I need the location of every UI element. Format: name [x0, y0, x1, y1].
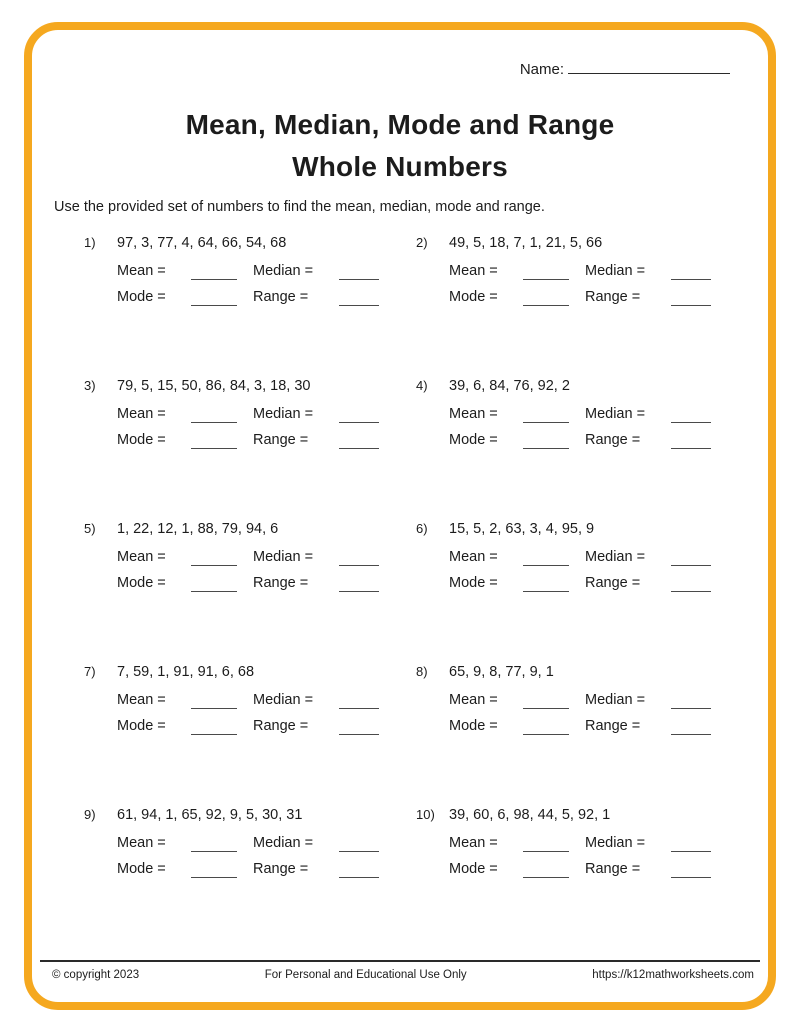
problem-number: 7) [84, 664, 96, 679]
title-line-2: Whole Numbers [292, 151, 508, 182]
mode-label: Mode = [449, 718, 498, 734]
problem-number: 2) [416, 235, 428, 250]
problem-number: 10) [416, 807, 435, 822]
footer-copyright: © copyright 2023 [52, 969, 140, 981]
problem-head [416, 230, 748, 256]
mean-median-row [84, 399, 416, 425]
problem-number: 5) [84, 521, 96, 536]
range-label: Range = [253, 861, 309, 877]
number-set: 79, 5, 15, 50, 86, 84, 3, 18, 30 [117, 378, 311, 394]
problem [84, 373, 416, 451]
mode-answer-blank [523, 586, 569, 592]
instructions-text: Use the provided set of numbers to find the mean, median, mode and range. [54, 199, 545, 215]
mean-median-row [84, 542, 416, 568]
problem-number: 9) [84, 807, 96, 822]
problem [416, 659, 748, 737]
worksheet-title [0, 104, 800, 188]
mode-label: Mode = [449, 575, 498, 591]
mode-answer-blank [191, 586, 237, 592]
median-label: Median = [253, 263, 314, 279]
mode-range-row [84, 854, 416, 880]
median-answer-blank [339, 846, 379, 852]
problem [84, 802, 416, 880]
problem-head [84, 516, 416, 542]
mode-answer-blank [191, 872, 237, 878]
median-label: Median = [585, 692, 646, 708]
mean-label: Mean = [449, 835, 498, 851]
median-answer-blank [339, 274, 379, 280]
problem-head [416, 659, 748, 685]
range-answer-blank [671, 300, 711, 306]
mean-answer-blank [523, 417, 569, 423]
problem-head [416, 373, 748, 399]
mode-answer-blank [523, 443, 569, 449]
mode-answer-blank [523, 729, 569, 735]
mean-label: Mean = [117, 835, 166, 851]
range-answer-blank [671, 443, 711, 449]
problem [416, 516, 748, 594]
number-set: 61, 94, 1, 65, 92, 9, 5, 30, 31 [117, 807, 303, 823]
title-line-1: Mean, Median, Mode and Range [185, 109, 615, 140]
problem-head [84, 802, 416, 828]
name-label: Name: [519, 61, 564, 78]
number-set: 39, 6, 84, 76, 92, 2 [449, 378, 570, 394]
median-label: Median = [585, 406, 646, 422]
mode-label: Mode = [117, 861, 166, 877]
mode-range-row [416, 711, 748, 737]
mean-label: Mean = [117, 263, 166, 279]
mode-answer-blank [523, 872, 569, 878]
problem [416, 373, 748, 451]
range-answer-blank [339, 443, 379, 449]
mode-answer-blank [191, 729, 237, 735]
median-answer-blank [671, 274, 711, 280]
mean-answer-blank [191, 417, 237, 423]
mean-median-row [416, 399, 748, 425]
range-label: Range = [253, 718, 309, 734]
mode-label: Mode = [449, 861, 498, 877]
mode-label: Mode = [117, 575, 166, 591]
mode-range-row [416, 854, 748, 880]
mode-range-row [416, 282, 748, 308]
number-set: 1, 22, 12, 1, 88, 79, 94, 6 [117, 521, 279, 537]
problem-number: 4) [416, 378, 428, 393]
mode-answer-blank [191, 300, 237, 306]
mean-label: Mean = [117, 692, 166, 708]
range-label: Range = [253, 289, 309, 305]
median-label: Median = [253, 692, 314, 708]
range-answer-blank [671, 872, 711, 878]
range-label: Range = [585, 861, 641, 877]
mean-label: Mean = [449, 692, 498, 708]
problem-head [84, 659, 416, 685]
number-set: 15, 5, 2, 63, 3, 4, 95, 9 [449, 521, 595, 537]
mean-label: Mean = [449, 549, 498, 565]
problem-head [416, 516, 748, 542]
problem [84, 516, 416, 594]
mean-label: Mean = [117, 549, 166, 565]
mode-label: Mode = [117, 289, 166, 305]
mode-range-row [84, 425, 416, 451]
problem-head [84, 373, 416, 399]
problem [416, 230, 748, 308]
mean-label: Mean = [449, 263, 498, 279]
median-label: Median = [253, 406, 314, 422]
problem-number: 1) [84, 235, 96, 250]
median-label: Median = [585, 549, 646, 565]
range-label: Range = [585, 289, 641, 305]
problem-head [84, 230, 416, 256]
mean-answer-blank [191, 560, 237, 566]
range-label: Range = [585, 432, 641, 448]
problems-grid [84, 230, 748, 880]
mean-median-row [84, 685, 416, 711]
mode-range-row [84, 711, 416, 737]
mode-label: Mode = [117, 718, 166, 734]
median-answer-blank [671, 703, 711, 709]
number-set: 65, 9, 8, 77, 9, 1 [449, 664, 554, 680]
median-answer-blank [339, 417, 379, 423]
median-label: Median = [585, 263, 646, 279]
mode-range-row [84, 282, 416, 308]
mode-answer-blank [523, 300, 569, 306]
footer [52, 969, 754, 981]
mean-median-row [416, 685, 748, 711]
mean-answer-blank [191, 846, 237, 852]
median-answer-blank [339, 703, 379, 709]
problem-head [416, 802, 748, 828]
mean-answer-blank [523, 274, 569, 280]
number-set: 39, 60, 6, 98, 44, 5, 92, 1 [449, 807, 611, 823]
problem [416, 802, 748, 880]
median-answer-blank [671, 417, 711, 423]
mean-label: Mean = [117, 406, 166, 422]
mean-answer-blank [523, 846, 569, 852]
number-set: 49, 5, 18, 7, 1, 21, 5, 66 [449, 235, 603, 251]
median-label: Median = [585, 835, 646, 851]
mean-answer-blank [191, 703, 237, 709]
number-set: 97, 3, 77, 4, 64, 66, 54, 68 [117, 235, 287, 251]
mode-label: Mode = [449, 432, 498, 448]
median-answer-blank [671, 846, 711, 852]
problem-number: 8) [416, 664, 428, 679]
mean-label: Mean = [449, 406, 498, 422]
mean-answer-blank [523, 560, 569, 566]
mean-median-row [416, 256, 748, 282]
median-label: Median = [253, 835, 314, 851]
footer-divider [40, 960, 760, 962]
range-label: Range = [585, 575, 641, 591]
mean-answer-blank [523, 703, 569, 709]
range-label: Range = [253, 432, 309, 448]
range-answer-blank [339, 872, 379, 878]
mean-median-row [84, 256, 416, 282]
range-answer-blank [339, 300, 379, 306]
mode-range-row [84, 568, 416, 594]
mode-range-row [416, 425, 748, 451]
mean-median-row [416, 542, 748, 568]
median-answer-blank [671, 560, 711, 566]
range-answer-blank [339, 729, 379, 735]
name-blank [568, 60, 730, 74]
mode-answer-blank [191, 443, 237, 449]
number-set: 7, 59, 1, 91, 91, 6, 68 [117, 664, 255, 680]
mean-median-row [416, 828, 748, 854]
mean-answer-blank [191, 274, 237, 280]
problem-number: 3) [84, 378, 96, 393]
footer-url: https://k12mathworksheets.com [592, 969, 754, 981]
range-label: Range = [253, 575, 309, 591]
problem [84, 230, 416, 308]
mode-label: Mode = [117, 432, 166, 448]
mode-label: Mode = [449, 289, 498, 305]
median-answer-blank [339, 560, 379, 566]
range-answer-blank [339, 586, 379, 592]
median-label: Median = [253, 549, 314, 565]
problem-number: 6) [416, 521, 428, 536]
mode-range-row [416, 568, 748, 594]
problem [84, 659, 416, 737]
mean-median-row [84, 828, 416, 854]
range-answer-blank [671, 586, 711, 592]
range-answer-blank [671, 729, 711, 735]
name-row [520, 60, 730, 78]
footer-usage-text: For Personal and Educational Use Only [264, 969, 467, 981]
range-label: Range = [585, 718, 641, 734]
